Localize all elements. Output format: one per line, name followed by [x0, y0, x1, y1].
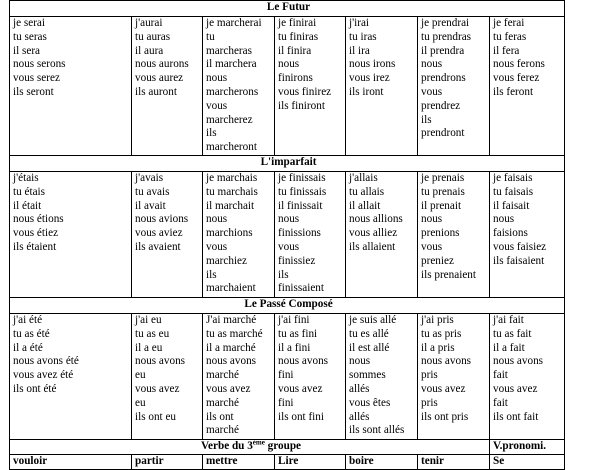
conjugation-line: il allait: [349, 199, 381, 212]
conjugation-line: preniez: [421, 254, 454, 267]
conjugation-line: j'ai fait: [493, 313, 524, 326]
section-title: Le Passé Composé: [10, 297, 565, 313]
verb-header: boire: [346, 454, 418, 469]
conjugation-line: finirons: [278, 72, 313, 85]
conjugation-line: vous: [421, 240, 443, 253]
conjugation-line: il fera: [493, 44, 520, 57]
conjugation-line: finissions: [278, 227, 321, 240]
conjugation-line: j'avais: [135, 171, 164, 184]
conjugation-line: prendrez: [421, 99, 461, 112]
conjugation-line: ils: [206, 268, 217, 281]
group-label-suffix: groupe: [264, 439, 302, 452]
conjugation-line: marcherez: [206, 113, 253, 126]
conjugation-line: il aura: [135, 44, 164, 57]
conjugation-line: ils étaient: [13, 240, 57, 253]
conjugation-line: il finissait: [278, 199, 323, 212]
conjugation-line: tu as eu: [135, 327, 170, 340]
conjugation-line: il ira: [349, 44, 370, 57]
conjugation-line: pris: [421, 369, 438, 382]
conjugation-line: je serai: [13, 17, 45, 29]
conjugation-line: nous: [206, 72, 228, 85]
conjugation-line: allés: [349, 382, 370, 395]
conjugation-line: ils avaient: [135, 240, 181, 253]
conjugation-line: nous ferons: [493, 58, 545, 71]
conjugation-line: je finirai: [278, 17, 317, 29]
conjugation-line: pris: [421, 396, 438, 409]
conjugation-line: tu finiras: [278, 30, 319, 43]
conjugation-line: il a fini: [278, 341, 311, 354]
conjugation-line: ils ont pris: [421, 410, 469, 423]
section-title-row: [10, 155, 565, 171]
conjugation-line: vous avez: [493, 382, 538, 395]
verbs-row: [10, 454, 565, 469]
section-title-row: [10, 297, 565, 313]
conjugation-line: tu as pris: [421, 327, 462, 340]
conjugation-line: tu marchais: [206, 185, 258, 198]
conjugation-cell: [10, 17, 132, 156]
conjugation-line: vous avez: [206, 382, 251, 395]
conjugation-sheet: [9, 0, 564, 470]
conjugation-line: je marcherai: [206, 17, 262, 29]
conjugation-line: vous avez: [278, 382, 323, 395]
conjugation-line: ils: [421, 113, 432, 126]
conjugation-line: nous aurons: [135, 58, 189, 71]
group-header-row: [10, 439, 565, 454]
verb-header: Lire: [275, 454, 346, 469]
conjugation-cell: [275, 17, 346, 156]
conjugation-cell: [275, 313, 346, 439]
conjugation-cell: [346, 17, 418, 156]
conjugation-line: nous étions: [13, 213, 64, 226]
conjugation-line: vous: [421, 85, 443, 98]
conjugation-line: il sera: [13, 44, 41, 57]
conjugation-line: j'ai eu: [135, 313, 162, 326]
conjugation-line: vous avez été: [13, 369, 74, 382]
conjugation-line: tu finissais: [278, 185, 327, 198]
conjugation-line: ils sont allés: [349, 424, 405, 437]
conjugation-line: ils faisaient: [493, 254, 545, 267]
conjugation-line: vous serez: [13, 72, 60, 85]
conjugation-line: ils seront: [13, 85, 54, 98]
conjugation-line: ils feront: [493, 85, 534, 98]
conjugation-line: fait: [493, 369, 508, 382]
conjugation-line: je suis allé: [349, 313, 397, 326]
conjugation-line: prenions: [421, 227, 460, 240]
conjugation-line: je marchais: [206, 171, 258, 184]
conjugation-line: vous: [278, 240, 300, 253]
conjugation-line: vous faisiez: [493, 240, 547, 253]
conjugation-cell: [346, 171, 418, 297]
conjugation-line: il a pris: [421, 341, 455, 354]
conjugation-line: finissaient: [278, 282, 324, 295]
conjugation-line: vous: [206, 99, 228, 112]
conjugation-table: [9, 0, 565, 470]
conjugation-line: marchiez: [206, 254, 247, 267]
conjugation-cell: [132, 313, 203, 439]
conjugation-line: il finira: [278, 44, 312, 57]
verb-header: vouloir: [10, 454, 132, 469]
conjugation-row: [10, 17, 565, 156]
conjugation-line: ils ont: [206, 410, 234, 423]
group-label: [10, 439, 490, 454]
conjugation-line: j'irai: [349, 17, 370, 29]
conjugation-line: vous aurez: [135, 72, 184, 85]
conjugation-line: marchions: [206, 227, 253, 240]
conjugation-line: tu as fini: [278, 327, 318, 340]
conjugation-cell: [418, 313, 490, 439]
conjugation-line: tu seras: [13, 30, 47, 43]
conjugation-line: tu allais: [349, 185, 385, 198]
conjugation-line: vous finirez: [278, 85, 332, 98]
conjugation-row: [10, 313, 565, 439]
conjugation-line: tu feras: [493, 30, 527, 43]
conjugation-line: nous allions: [349, 213, 403, 226]
conjugation-line: eu: [135, 396, 146, 409]
conjugation-line: tu faisais: [493, 185, 534, 198]
conjugation-line: marchaient: [206, 282, 256, 295]
conjugation-line: ils ont été: [13, 382, 57, 395]
conjugation-line: ils auront: [135, 85, 177, 98]
conjugation-line: prendront: [421, 127, 465, 140]
conjugation-line: allés: [349, 410, 370, 423]
conjugation-line: nous avons: [135, 355, 186, 368]
conjugation-line: nous: [206, 213, 228, 226]
conjugation-line: il a marché: [206, 341, 256, 354]
conjugation-line: tu iras: [349, 30, 377, 43]
conjugation-line: tu es allé: [349, 327, 389, 340]
conjugation-line: marcheras: [206, 44, 252, 57]
conjugation-line: tu auras: [135, 30, 171, 43]
conjugation-line: vous alliez: [349, 227, 398, 240]
section-title: L'imparfait: [10, 155, 565, 171]
conjugation-line: sommes: [349, 369, 386, 382]
conjugation-cell: [490, 17, 565, 156]
conjugation-cell: [10, 313, 132, 439]
conjugation-line: il a été: [13, 341, 43, 354]
conjugation-line: il était: [13, 199, 42, 212]
conjugation-line: il faisait: [493, 199, 530, 212]
conjugation-line: eu: [135, 369, 146, 382]
conjugation-line: nous avons été: [13, 355, 79, 368]
conjugation-line: tu as été: [13, 327, 50, 340]
conjugation-line: nous: [278, 58, 300, 71]
conjugation-line: vous avez: [135, 382, 180, 395]
conjugation-cell: [490, 313, 565, 439]
conjugation-cell: [203, 17, 275, 156]
conjugation-line: tu étais: [13, 185, 46, 198]
conjugation-line: marcheront: [206, 141, 257, 154]
conjugation-cell: [10, 171, 132, 297]
conjugation-line: nous avons: [278, 355, 329, 368]
conjugation-line: tu prenais: [421, 185, 465, 198]
conjugation-line: nous: [421, 213, 443, 226]
conjugation-line: finissiez: [278, 254, 316, 267]
verb-header: partir: [132, 454, 203, 469]
conjugation-line: marcherons: [206, 85, 259, 98]
conjugation-line: il prendra: [421, 44, 465, 57]
conjugation-line: vous: [206, 240, 228, 253]
conjugation-cell: [132, 17, 203, 156]
conjugation-line: nous avons: [421, 355, 472, 368]
conjugation-line: marché: [206, 424, 239, 437]
conjugation-line: ils ont fait: [493, 410, 539, 423]
conjugation-line: nous avions: [135, 213, 189, 226]
conjugation-line: il prenait: [421, 199, 462, 212]
conjugation-line: fini: [278, 369, 294, 382]
group-label-superscript: ème: [252, 439, 265, 447]
conjugation-line: vous étiez: [13, 227, 59, 240]
conjugation-line: nous: [493, 213, 515, 226]
verb-header: mettre: [203, 454, 275, 469]
conjugation-line: tu as marché: [206, 327, 263, 340]
conjugation-line: tu as fait: [493, 327, 532, 340]
conjugation-line: vous aviez: [135, 227, 183, 240]
conjugation-line: nous: [349, 355, 371, 368]
conjugation-line: j'ai été: [13, 313, 43, 326]
conjugation-line: j'ai fini: [278, 313, 310, 326]
conjugation-cell: [275, 171, 346, 297]
conjugation-line: fait: [493, 396, 508, 409]
conjugation-line: nous irons: [349, 58, 396, 71]
conjugation-line: je prenais: [421, 171, 465, 184]
conjugation-line: j'allais: [349, 171, 378, 184]
conjugation-line: nous: [278, 213, 300, 226]
conjugation-line: vous êtes: [349, 396, 391, 409]
conjugation-line: vous avez: [421, 382, 466, 395]
conjugation-line: marché: [206, 396, 239, 409]
conjugation-line: tu avais: [135, 185, 170, 198]
conjugation-line: j'ai pris: [421, 313, 454, 326]
conjugation-line: il a fait: [493, 341, 525, 354]
conjugation-line: vous irez: [349, 72, 390, 85]
conjugation-line: je prendrai: [421, 17, 470, 29]
conjugation-line: ils prenaient: [421, 268, 476, 281]
conjugation-line: ils allaient: [349, 240, 396, 253]
conjugation-line: prendrons: [421, 72, 466, 85]
conjugation-cell: [490, 171, 565, 297]
conjugation-line: ils: [206, 127, 217, 140]
conjugation-line: nous: [421, 58, 443, 71]
conjugation-line: nous serons: [13, 58, 66, 71]
conjugation-line: nous avons: [206, 355, 257, 368]
conjugation-cell: [132, 171, 203, 297]
conjugation-line: marché: [206, 369, 239, 382]
conjugation-cell: [346, 313, 418, 439]
conjugation-cell: [418, 171, 490, 297]
conjugation-line: ils: [278, 268, 289, 281]
pronominal-label: V.pronomi.: [490, 439, 565, 454]
conjugation-line: faisions: [493, 227, 528, 240]
conjugation-cell: [418, 17, 490, 156]
conjugation-line: tu prendras: [421, 30, 472, 43]
conjugation-line: il marchera: [206, 58, 257, 71]
conjugation-line: il est allé: [349, 341, 390, 354]
section-title-row: [10, 1, 565, 17]
conjugation-row: [10, 171, 565, 297]
conjugation-line: tu: [206, 30, 215, 43]
conjugation-cell: [203, 313, 275, 439]
conjugation-line: j'aurai: [135, 17, 163, 29]
group-label-text: Verbe du 3: [200, 439, 253, 452]
verb-header: tenir: [418, 454, 490, 469]
conjugation-line: je faisais: [493, 171, 533, 184]
conjugation-line: fini: [278, 396, 294, 409]
conjugation-line: J'ai marché: [206, 313, 257, 326]
conjugation-line: ils finiront: [278, 99, 325, 112]
conjugation-line: ils iront: [349, 85, 384, 98]
conjugation-line: il avait: [135, 199, 166, 212]
conjugation-cell: [203, 171, 275, 297]
conjugation-line: vous ferez: [493, 72, 540, 85]
conjugation-line: nous avons: [493, 355, 544, 368]
conjugation-line: j'étais: [13, 171, 39, 184]
conjugation-line: je finissais: [278, 171, 326, 184]
conjugation-line: ils ont eu: [135, 410, 177, 423]
conjugation-line: il marchait: [206, 199, 255, 212]
section-title: Le Futur: [10, 1, 565, 17]
conjugation-line: je ferai: [493, 17, 525, 29]
conjugation-line: ils ont fini: [278, 410, 324, 423]
verb-header: Se: [490, 454, 565, 469]
conjugation-line: il a eu: [135, 341, 163, 354]
